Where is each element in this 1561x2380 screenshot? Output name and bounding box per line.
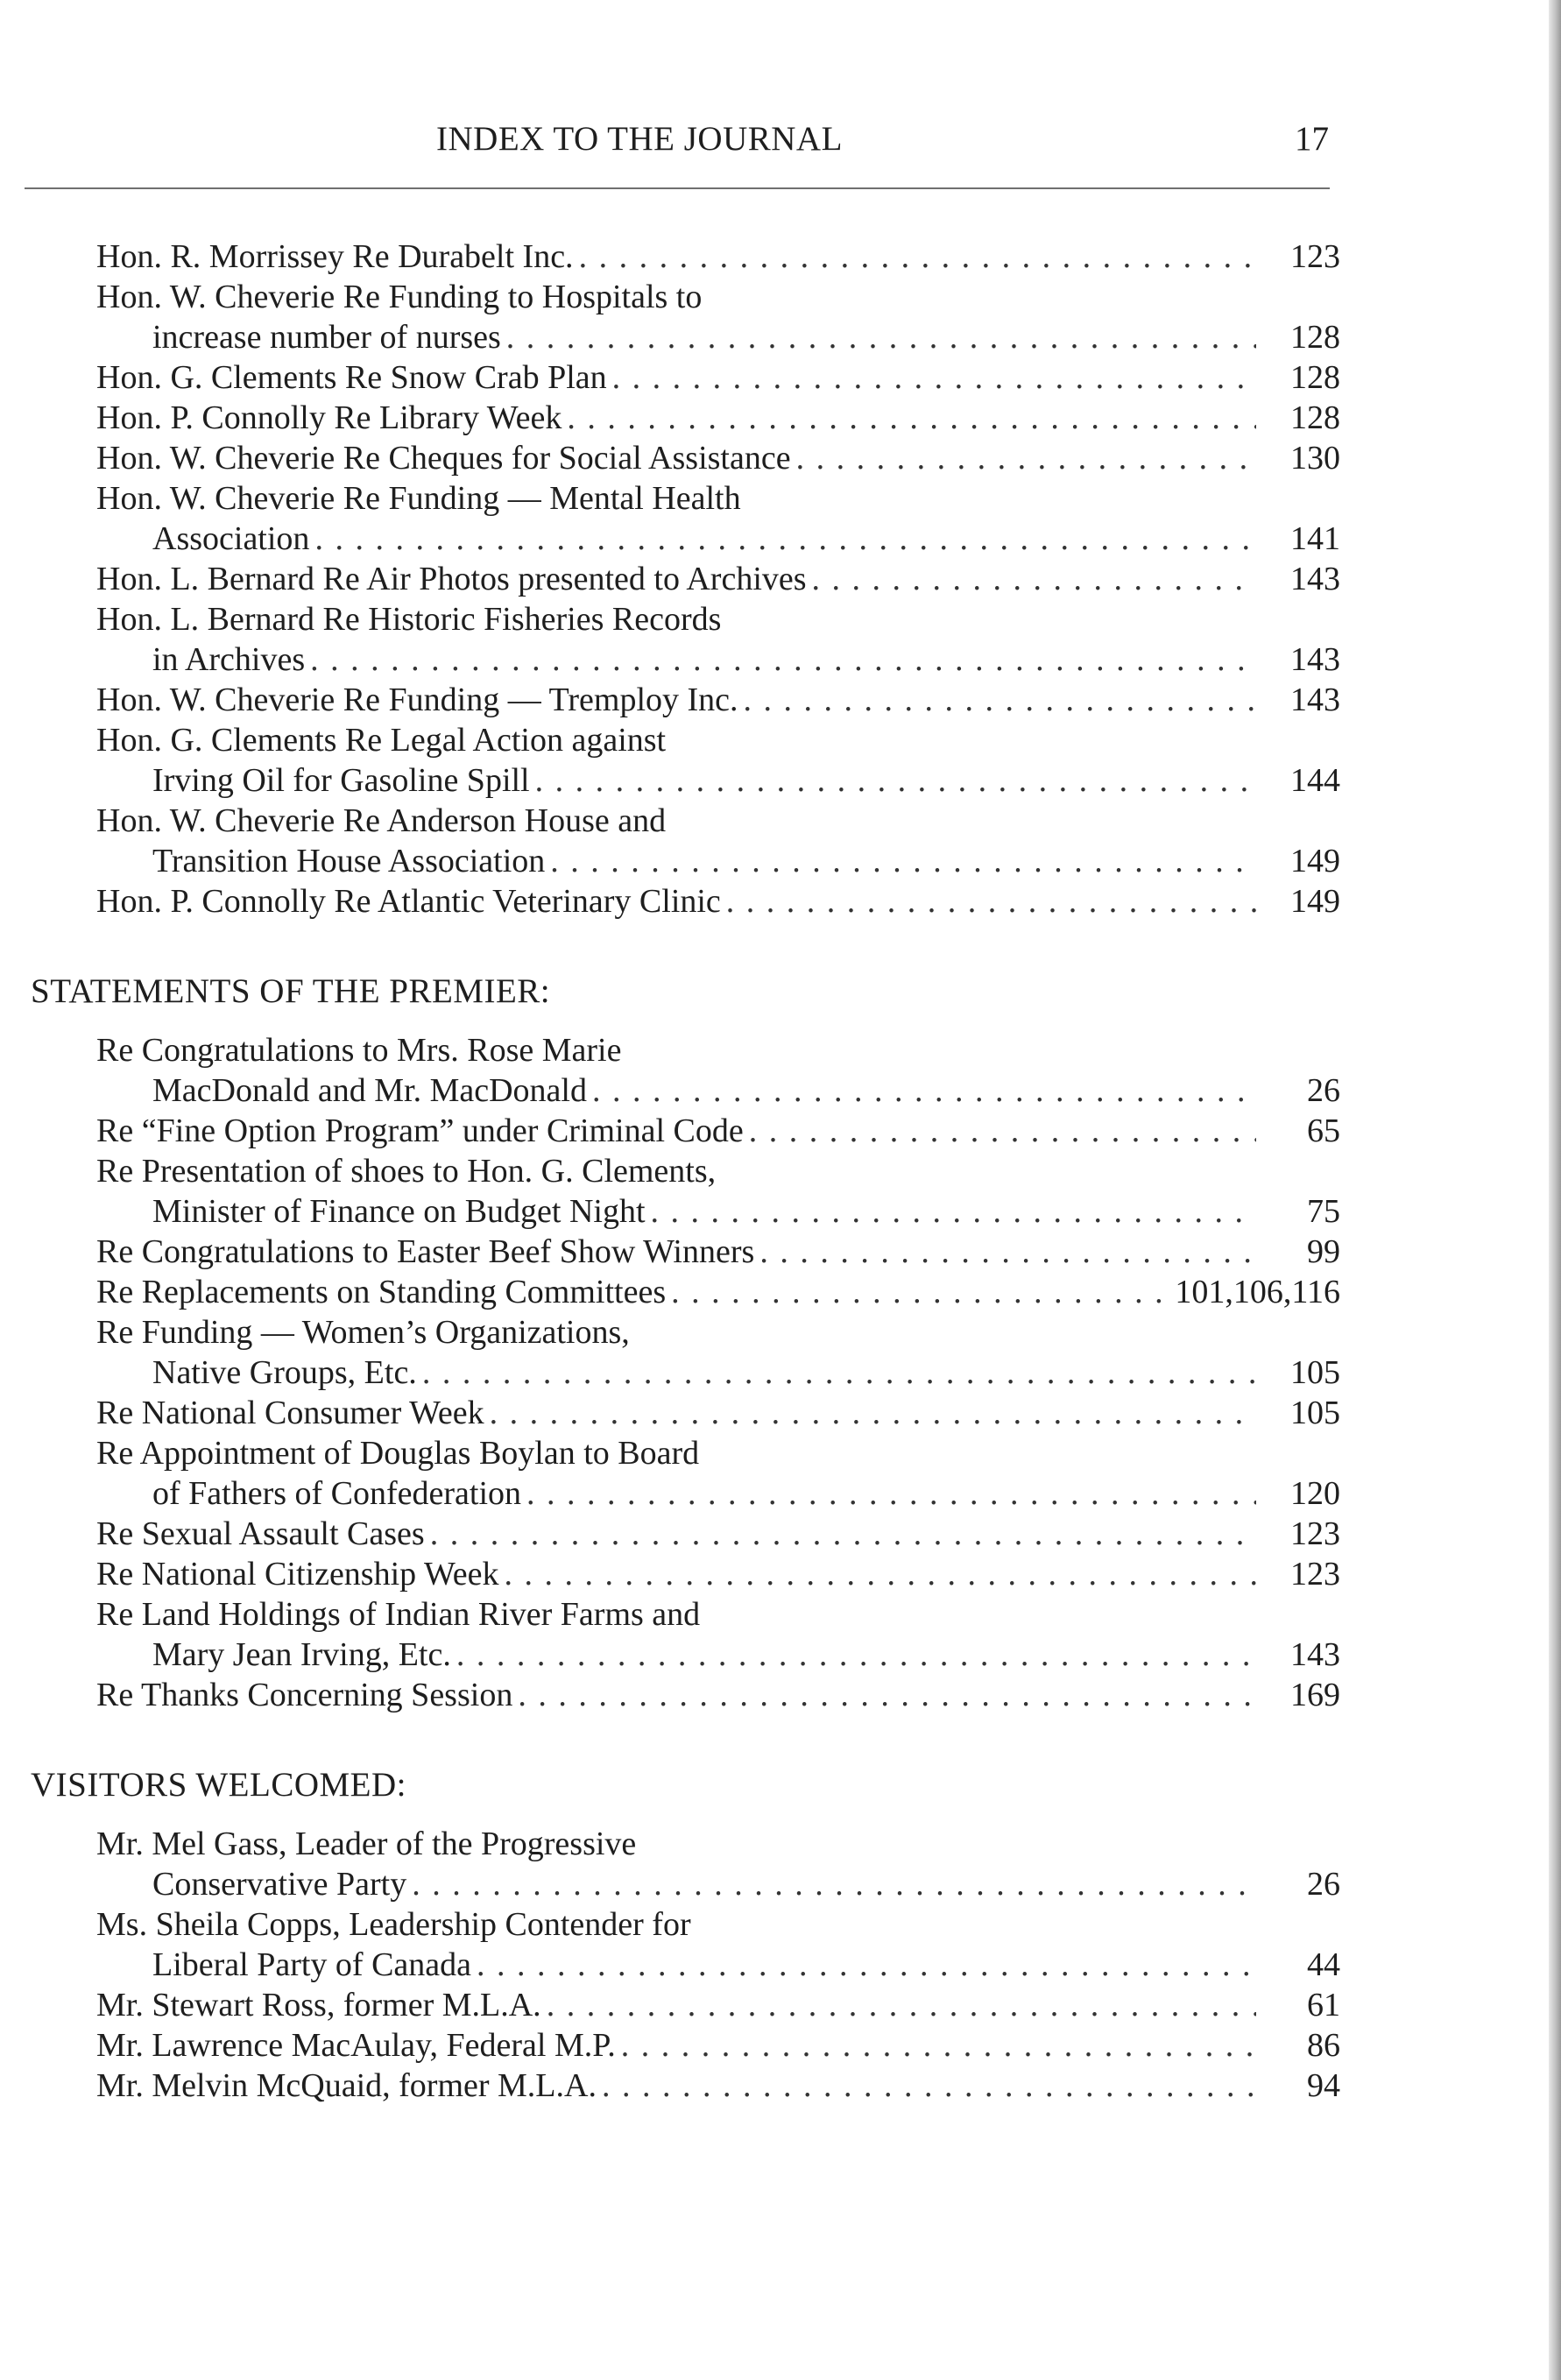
- entry-text: Re Thanks Concerning Session: [96, 1677, 513, 1713]
- dot-leader: [535, 760, 1256, 801]
- entry-line: [96, 760, 1340, 801]
- running-head: [25, 112, 1339, 165]
- entry-text: Hon. P. Connolly Re Atlantic Veterinary Clinic: [96, 883, 721, 920]
- index-content: [0, 237, 1561, 2106]
- index-section: [0, 965, 1561, 1715]
- entry-text: of Fathers of Confederation: [152, 1475, 522, 1512]
- entry-text: Hon. L. Bernard Re Historic Fisheries Records: [96, 601, 722, 638]
- entry-text: Hon. W. Cheverie Re Funding — Mental Health: [96, 480, 741, 517]
- entry-text: Re Funding — Women’s Organizations,: [96, 1314, 630, 1351]
- dot-leader: [422, 1352, 1256, 1393]
- entry-line: [96, 801, 1340, 841]
- dot-leader: [490, 1393, 1256, 1433]
- page-reference: 130: [1290, 440, 1340, 477]
- dot-leader: [621, 2025, 1256, 2066]
- page-reference: 143: [1290, 1636, 1340, 1673]
- page-reference: 105: [1290, 1354, 1340, 1391]
- index-entry: [96, 2025, 1340, 2066]
- entry-line: [96, 1594, 1340, 1635]
- entry-line: [96, 881, 1340, 922]
- dot-leader: [651, 1191, 1256, 1232]
- entry-text: Hon. W. Cheverie Re Cheques for Social Assistance: [96, 440, 791, 477]
- index-entry: [96, 1111, 1340, 1151]
- index-entry: [96, 357, 1340, 398]
- entry-text: Re Congratulations to Mrs. Rose Marie: [96, 1032, 622, 1069]
- page-reference: 86: [1307, 2027, 1340, 2064]
- page-number: 17: [1295, 120, 1329, 158]
- entry-text: Mr. Stewart Ross, former M.L.A.: [96, 1987, 541, 2023]
- entry-text: Re Replacements on Standing Committees: [96, 1274, 667, 1310]
- page-reference: 75: [1307, 1193, 1340, 1230]
- page-reference: 149: [1290, 843, 1340, 879]
- dot-leader: [310, 639, 1256, 680]
- page-reference: 123: [1290, 1515, 1340, 1552]
- entry-text: Re Sexual Assault Cases: [96, 1515, 425, 1552]
- index-entry: [96, 599, 1340, 680]
- page-reference: 120: [1290, 1475, 1340, 1512]
- entry-text: Irving Oil for Gasoline Spill: [152, 762, 530, 799]
- entry-text: Re Congratulations to Easter Beef Show Winners: [96, 1233, 755, 1270]
- dot-leader: [547, 1985, 1256, 2025]
- entry-line: [96, 519, 1340, 559]
- entry-line: [96, 1864, 1340, 1904]
- page-reference: 143: [1290, 641, 1340, 678]
- entry-text: Re National Citizenship Week: [96, 1556, 499, 1593]
- entry-text: Re Presentation of shoes to Hon. G. Clements,: [96, 1153, 717, 1190]
- entry-line: [96, 1433, 1340, 1473]
- entry-line: [96, 2066, 1340, 2106]
- index-entry: [96, 1594, 1340, 1675]
- entry-text: MacDonald and Mr. MacDonald: [152, 1072, 587, 1109]
- entry-text: Re “Fine Option Program” under Criminal Code: [96, 1112, 744, 1149]
- entry-text: Hon. R. Morrissey Re Durabelt Inc.: [96, 238, 574, 275]
- page-reference: 149: [1290, 883, 1340, 920]
- entry-text: increase number of nurses: [152, 319, 501, 356]
- dot-leader: [592, 1070, 1256, 1111]
- entry-text: Mr. Lawrence MacAulay, Federal M.P.: [96, 2027, 616, 2064]
- entry-line: [96, 1554, 1340, 1594]
- page-reference: 65: [1307, 1112, 1340, 1149]
- entry-line: [96, 2025, 1340, 2066]
- index-entry: [96, 1272, 1340, 1312]
- index-entry: [96, 1151, 1340, 1232]
- entry-text: in Archives: [152, 641, 306, 678]
- page-reference: 128: [1290, 359, 1340, 396]
- page-title: INDEX TO THE JOURNAL: [436, 120, 843, 158]
- entry-line: [96, 680, 1340, 720]
- entry-text: Hon. P. Connolly Re Library Week: [96, 399, 562, 436]
- section-heading: STATEMENTS OF THE PREMIER:: [31, 972, 551, 1010]
- index-entry: [96, 1985, 1340, 2025]
- page-reference: 123: [1290, 238, 1340, 275]
- index-entry: [96, 1514, 1340, 1554]
- page-reference: 94: [1307, 2067, 1340, 2104]
- page-reference: 128: [1290, 319, 1340, 356]
- entry-line: [96, 277, 1340, 317]
- index-entry: [96, 881, 1340, 922]
- index-entry: [96, 2066, 1340, 2106]
- dot-leader: [812, 559, 1256, 599]
- entry-line: [96, 1904, 1340, 1945]
- page-reference: 99: [1307, 1233, 1340, 1270]
- index-entry: [96, 398, 1340, 438]
- entry-line: [96, 1312, 1340, 1352]
- index-entry: [96, 438, 1340, 478]
- page-reference: 143: [1290, 561, 1340, 597]
- entry-line: [96, 237, 1340, 277]
- page-reference: 101,106,116: [1175, 1274, 1340, 1310]
- entry-line: [96, 438, 1340, 478]
- dot-leader: [506, 317, 1256, 357]
- entry-text: Hon. L. Bernard Re Air Photos presented to Archives: [96, 561, 807, 597]
- index-entry: [96, 1312, 1340, 1393]
- entry-text: Mr. Melvin McQuaid, former M.L.A.: [96, 2067, 597, 2104]
- index-entry: [96, 559, 1340, 599]
- dot-leader: [744, 680, 1256, 720]
- entry-text: Re Land Holdings of Indian River Farms and: [96, 1596, 701, 1633]
- page-reference: 61: [1307, 1987, 1340, 2023]
- index-entry: [96, 1824, 1340, 1904]
- entry-line: [96, 1070, 1340, 1111]
- entry-line: [96, 1985, 1340, 2025]
- entry-line: [96, 1514, 1340, 1554]
- entry-line: [96, 1393, 1340, 1433]
- index-entry: [96, 237, 1340, 277]
- header-rule: [25, 187, 1330, 189]
- index-entry: [96, 1675, 1340, 1715]
- entry-text: Ms. Sheila Copps, Leadership Contender for: [96, 1906, 691, 1943]
- dot-leader: [526, 1473, 1256, 1514]
- dot-leader: [505, 1554, 1256, 1594]
- entry-line: [96, 1824, 1340, 1864]
- entry-text: Conservative Party: [152, 1866, 407, 1903]
- entry-text: Hon. G. Clements Re Legal Action against: [96, 722, 667, 759]
- index-entry: [96, 1232, 1340, 1272]
- page-reference: 169: [1290, 1677, 1340, 1713]
- entry-line: [96, 1030, 1340, 1070]
- index-entry: [96, 1554, 1340, 1594]
- index-section: [0, 237, 1561, 922]
- page-reference: 26: [1307, 1072, 1340, 1109]
- index-entry: [96, 1393, 1340, 1433]
- entry-line: [96, 1945, 1340, 1985]
- index-entry: [96, 720, 1340, 801]
- index-section: [0, 1759, 1561, 2106]
- index-entry: [96, 1433, 1340, 1514]
- entry-text: Hon. W. Cheverie Re Funding — Tremploy Inc.: [96, 682, 738, 718]
- section-heading: VISITORS WELCOMED:: [31, 1766, 406, 1804]
- dot-leader: [456, 1635, 1256, 1675]
- entry-line: [96, 1352, 1340, 1393]
- entry-text: Re National Consumer Week: [96, 1395, 484, 1431]
- page-reference: 144: [1290, 762, 1340, 799]
- dot-leader: [579, 237, 1256, 277]
- page-reference: 143: [1290, 682, 1340, 718]
- entry-line: [96, 1191, 1340, 1232]
- entry-line: [96, 1111, 1340, 1151]
- index-entry: [96, 1904, 1340, 1985]
- index-entry: [96, 680, 1340, 720]
- page-reference: 26: [1307, 1866, 1340, 1903]
- entry-line: [96, 720, 1340, 760]
- entry-text: Native Groups, Etc.: [152, 1354, 417, 1391]
- entry-text: Mr. Mel Gass, Leader of the Progressive: [96, 1826, 637, 1862]
- dot-leader: [612, 357, 1256, 398]
- entry-text: Hon. W. Cheverie Re Funding to Hospitals to: [96, 279, 703, 315]
- entry-line: [96, 639, 1340, 680]
- entry-text: Hon. G. Clements Re Snow Crab Plan: [96, 359, 607, 396]
- dot-leader: [749, 1111, 1256, 1151]
- entry-line: [96, 559, 1340, 599]
- dot-leader: [518, 1675, 1256, 1715]
- entry-line: [96, 1151, 1340, 1191]
- entry-line: [96, 478, 1340, 519]
- page-reference: 141: [1290, 520, 1340, 557]
- dot-leader: [759, 1232, 1256, 1272]
- index-entry: [96, 801, 1340, 881]
- index-entry: [96, 1030, 1340, 1111]
- entry-line: [96, 599, 1340, 639]
- dot-leader: [602, 2066, 1256, 2106]
- entry-line: [96, 1635, 1340, 1675]
- dot-leader: [550, 841, 1256, 881]
- entry-line: [96, 1473, 1340, 1514]
- entry-text: Association: [152, 520, 310, 557]
- dot-leader: [726, 881, 1256, 922]
- dot-leader: [567, 398, 1256, 438]
- index-entry: [96, 478, 1340, 559]
- dot-leader: [314, 519, 1256, 559]
- page-reference: 105: [1290, 1395, 1340, 1431]
- entry-text: Minister of Finance on Budget Night: [152, 1193, 646, 1230]
- entry-text: Re Appointment of Douglas Boylan to Board: [96, 1435, 700, 1472]
- dot-leader: [412, 1864, 1256, 1904]
- entry-text: Hon. W. Cheverie Re Anderson House and: [96, 802, 667, 839]
- entry-line: [96, 317, 1340, 357]
- dot-leader: [671, 1272, 1169, 1312]
- page-reference: 44: [1307, 1946, 1340, 1983]
- page-reference: 128: [1290, 399, 1340, 436]
- entry-line: [96, 357, 1340, 398]
- entry-text: Liberal Party of Canada: [152, 1946, 472, 1983]
- entry-line: [96, 1232, 1340, 1272]
- entry-line: [96, 398, 1340, 438]
- dot-leader: [796, 438, 1256, 478]
- entry-line: [96, 841, 1340, 881]
- entry-text: Mary Jean Irving, Etc.: [152, 1636, 451, 1673]
- entry-line: [96, 1272, 1340, 1312]
- dot-leader: [477, 1945, 1256, 1985]
- index-entry: [96, 277, 1340, 357]
- dot-leader: [430, 1514, 1256, 1554]
- entry-line: [96, 1675, 1340, 1715]
- entry-text: Transition House Association: [152, 843, 546, 879]
- page-reference: 123: [1290, 1556, 1340, 1593]
